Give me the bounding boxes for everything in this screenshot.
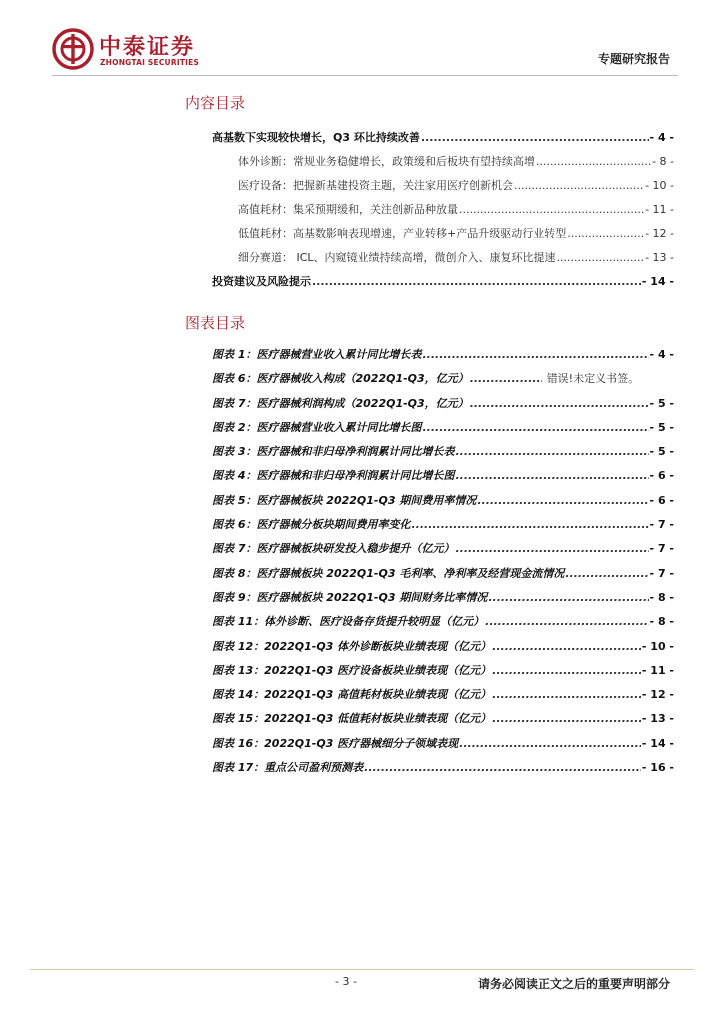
figure-entry-page: - 6 - [649, 493, 674, 507]
figure-entry-page: 错误!未定义书签。 [546, 372, 640, 386]
toc-entry[interactable] [212, 273, 674, 297]
leader-dots [567, 227, 644, 240]
toc-entry[interactable] [212, 201, 674, 225]
toc-entry-label: 投资建议及风险提示 [212, 275, 311, 288]
figures-title: 图表目录 [185, 314, 246, 332]
leader-dots [364, 761, 641, 774]
figure-entry-label: 图表 6：医疗器械分板块期间费用率变化 [212, 518, 411, 532]
figure-entry-label: 图表 4：医疗器械和非归母净利润累计同比增长图 [212, 469, 455, 483]
figure-entry-label: 图表 11：体外诊断、医疗设备存货提升较明显（亿元） [212, 615, 485, 629]
figure-entry-page: - 5 - [649, 396, 674, 410]
toc-entry[interactable] [212, 129, 674, 153]
figure-entry-page: - 6 - [649, 469, 674, 483]
figure-entry-page: - 7 - [649, 518, 674, 532]
figure-entry-page: - 14 - [641, 736, 674, 750]
figure-entry-page: - 7 - [649, 542, 674, 556]
toc-entry[interactable] [212, 225, 674, 249]
leader-dots [422, 421, 648, 434]
leader-dots [459, 737, 641, 750]
leader-dots [455, 469, 648, 482]
figure-entry-page: - 8 - [649, 615, 674, 629]
leader-dots [492, 640, 641, 653]
toc-entry-label: 高值耗材：集采预期缓和，关注创新品种放量 [238, 203, 458, 216]
figure-entry[interactable] [212, 492, 674, 516]
figure-entry[interactable] [212, 735, 674, 759]
logo-english-name: ZHONGTAI SECURITIES [100, 58, 200, 67]
report-type-label: 专题研究报告 [597, 52, 670, 66]
toc-entry[interactable] [212, 177, 674, 201]
figure-entry-page: - 7 - [649, 566, 674, 580]
figure-entry[interactable] [212, 540, 674, 564]
leader-dots [455, 542, 648, 555]
leader-dots [421, 131, 649, 144]
figure-entry[interactable] [212, 516, 674, 540]
figure-entry-page: - 8 - [649, 590, 674, 604]
leader-dots [492, 688, 641, 701]
leader-dots [565, 567, 648, 580]
toc-entry-page: - 12 - [645, 227, 674, 240]
figure-entry[interactable] [212, 395, 674, 419]
toc-entry-label: 体外诊断：常规业务稳健增长，政策缓和后板块有望持续高增 [238, 155, 535, 168]
zhongtai-logo-icon [52, 28, 94, 70]
toc-entry-label: 低值耗材：高基数影响表现增速，产业转移+产品升级驱动行业转型 [238, 227, 567, 240]
disclaimer-note: 请务必阅读正文之后的重要声明部分 [477, 977, 670, 991]
figure-entry[interactable] [212, 467, 674, 491]
toc-entry-label: 高基数下实现较快增长，Q3 环比持续改善 [212, 131, 420, 144]
figure-entry-label: 图表 6：医疗器械收入构成（2022Q1-Q3，亿元） [212, 372, 469, 386]
leader-dots [536, 155, 651, 168]
leader-dots [492, 664, 641, 677]
toc-entry-page: - 4 - [649, 131, 674, 144]
figure-entry-page: - 10 - [641, 639, 674, 653]
figure-entry-label: 图表 13：2022Q1-Q3 医疗设备板块业绩表现（亿元） [212, 663, 492, 677]
toc-entry-label: 细分赛道： ICL、内窥镜业绩持续高增，微创介入、康复环比提速 [238, 251, 556, 264]
figure-entry-label: 图表 12：2022Q1-Q3 体外诊断板块业绩表现（亿元） [212, 639, 492, 653]
figure-entry-page: - 5 - [649, 420, 674, 434]
toc-entry-page: - 8 - [652, 155, 674, 168]
figure-entry-label: 图表 9：医疗器械板块 2022Q1-Q3 期间财务比率情况 [212, 590, 488, 604]
toc-entry-page: - 13 - [645, 251, 674, 264]
figure-entry[interactable] [212, 710, 674, 734]
figure-entry[interactable] [212, 638, 674, 662]
figure-entry-label: 图表 17：重点公司盈利预测表 [212, 761, 364, 775]
page-number: - 3 - [335, 975, 357, 988]
figure-entry[interactable] [212, 565, 674, 589]
leader-dots [411, 518, 648, 531]
contents-title: 内容目录 [185, 94, 246, 112]
logo-chinese-name: 中泰证券 [99, 35, 196, 60]
figure-entry-label: 图表 16：2022Q1-Q3 医疗器械细分子领域表现 [212, 736, 459, 750]
figure-entry[interactable] [212, 662, 674, 686]
figure-entry-page: - 5 - [649, 445, 674, 459]
company-logo [52, 28, 222, 72]
contents-list [212, 129, 674, 297]
leader-dots [455, 445, 648, 458]
leader-dots [459, 203, 644, 216]
figure-entry-label: 图表 2：医疗器械营业收入累计同比增长图 [212, 420, 422, 434]
figure-entry[interactable] [212, 443, 674, 467]
figure-entry[interactable] [212, 370, 674, 394]
leader-dots [470, 372, 542, 385]
figure-entry[interactable] [212, 759, 674, 783]
toc-entry[interactable] [212, 249, 674, 273]
leader-dots [477, 494, 648, 507]
figure-entry-page: - 12 - [641, 688, 674, 702]
toc-entry-page: - 11 - [645, 203, 674, 216]
figure-entry-label: 图表 3：医疗器械和非归母净利润累计同比增长表 [212, 445, 455, 459]
toc-entry[interactable] [212, 153, 674, 177]
leader-dots [422, 348, 648, 361]
figure-entry-page: - 13 - [641, 712, 674, 726]
leader-dots [485, 615, 648, 628]
leader-dots [488, 591, 648, 604]
figure-entry-page: - 4 - [649, 348, 674, 361]
header-divider [52, 75, 678, 76]
leader-dots [470, 397, 649, 410]
footer-divider [30, 969, 694, 970]
toc-entry-label: 医疗设备：把握新基建投资主题，关注家用医疗创新机会 [238, 179, 513, 192]
figure-entry-label: 图表 7：医疗器械利润构成（2022Q1-Q3，亿元） [212, 396, 469, 410]
figure-entry-label: 图表 14：2022Q1-Q3 高值耗材板块业绩表现（亿元） [212, 688, 492, 702]
toc-entry-page: - 14 - [641, 275, 674, 288]
leader-dots [557, 251, 645, 264]
figure-entry-label: 图表 8：医疗器械板块 2022Q1-Q3 毛利率、净利率及经营现金流情况 [212, 566, 565, 580]
figure-entry-page: - 11 - [641, 663, 674, 677]
figure-entry-page: - 16 - [641, 761, 674, 775]
figures-list [212, 346, 674, 783]
figure-entry-label: 图表 15：2022Q1-Q3 低值耗材板块业绩表现（亿元） [212, 712, 492, 726]
figure-entry[interactable] [212, 589, 674, 613]
figure-entry[interactable] [212, 686, 674, 710]
leader-dots [492, 712, 641, 725]
figure-entry[interactable] [212, 419, 674, 443]
figure-entry-label: 图表 5：医疗器械板块 2022Q1-Q3 期间费用率情况 [212, 493, 477, 507]
figure-entry-label: 图表 7：医疗器械板块研发投入稳步提升（亿元） [212, 542, 455, 556]
toc-entry-page: - 10 - [645, 179, 674, 192]
figure-entry[interactable] [212, 346, 674, 370]
leader-dots [312, 275, 641, 288]
figure-entry-label: 图表 1：医疗器械营业收入累计同比增长表 [212, 348, 422, 361]
leader-dots [514, 179, 644, 192]
figure-entry[interactable] [212, 613, 674, 637]
